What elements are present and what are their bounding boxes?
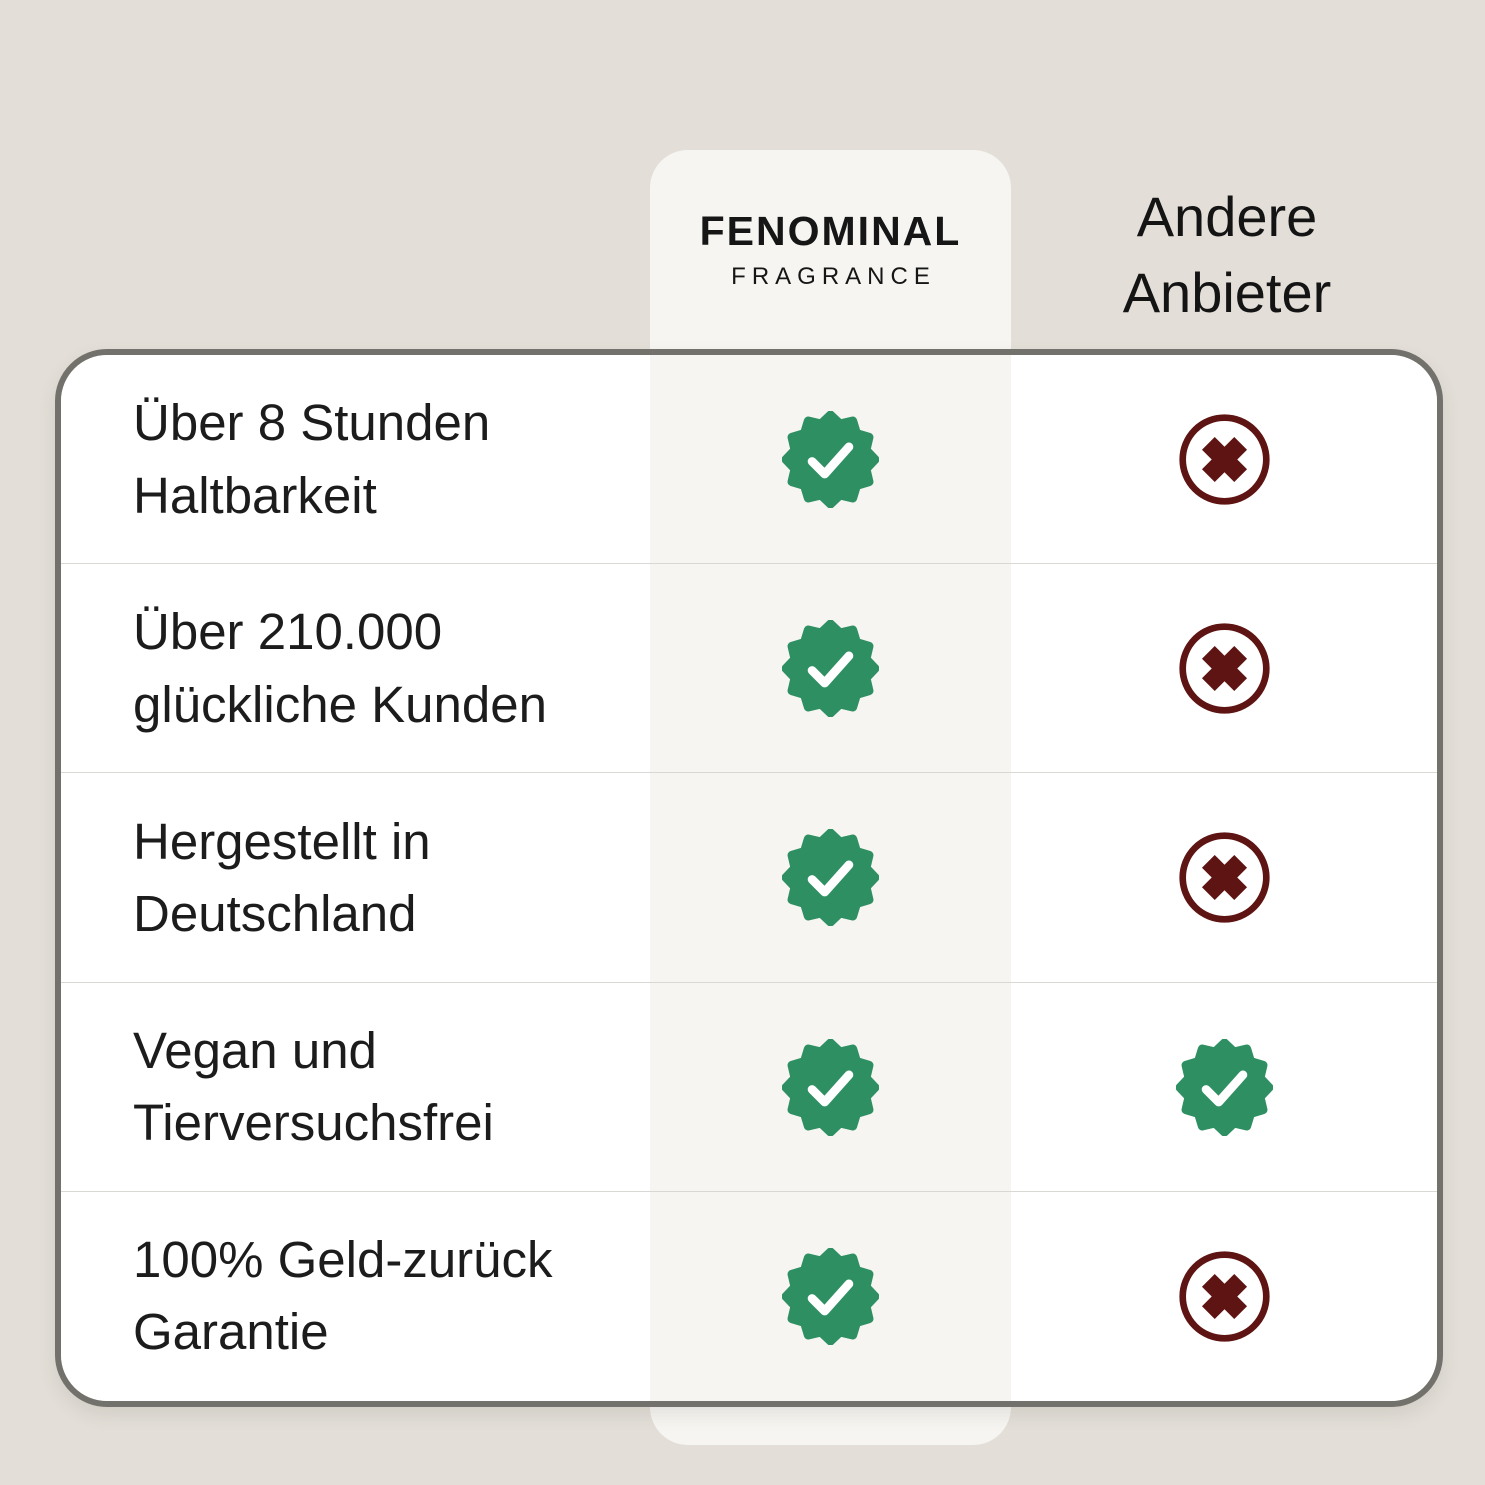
feature-label: 100% Geld-zurück Garantie [61,1192,650,1401]
brand-value-cell [650,1192,1011,1401]
competitor-value-cell [1011,564,1437,773]
seal-check-icon [782,1039,879,1136]
feature-label: Hergestellt in Deutschland [61,773,650,982]
feature-label: Über 210.000 glückliche Kunden [61,564,650,773]
comparison-table [55,349,1443,1407]
table-row [61,355,1437,564]
competitor-label-line1: Andere [1136,185,1318,249]
brand-logo-subtitle: FRAGRANCE [731,262,936,290]
feature-label: Über 8 Stunden Haltbarkeit [61,355,650,564]
competitor-value-cell [1011,773,1437,982]
competitor-value-cell [1011,1192,1437,1401]
seal-check-icon [782,620,879,717]
brand-header [650,150,1011,350]
table-row [61,564,1437,773]
brand-value-cell [650,564,1011,773]
brand-value-cell [650,983,1011,1192]
brand-logo-name: FENOMINAL [699,208,962,255]
brand-value-cell [650,773,1011,982]
table-row [61,1192,1437,1401]
seal-check-icon [1176,1039,1273,1136]
feature-label: Vegan und Tierversuchsfrei [61,983,650,1192]
circle-x-icon [1177,621,1272,716]
seal-check-icon [782,411,879,508]
competitor-label-line2: Anbieter [1122,261,1332,324]
competitor-value-cell [1011,355,1437,564]
circle-x-icon [1177,412,1272,507]
brand-value-cell [650,355,1011,564]
table-row [61,983,1437,1192]
seal-check-icon [782,829,879,926]
competitor-value-cell [1011,983,1437,1192]
competitor-header [1011,150,1443,360]
table-row [61,773,1437,982]
circle-x-icon [1177,830,1272,925]
seal-check-icon [782,1248,879,1345]
circle-x-icon [1177,1249,1272,1344]
